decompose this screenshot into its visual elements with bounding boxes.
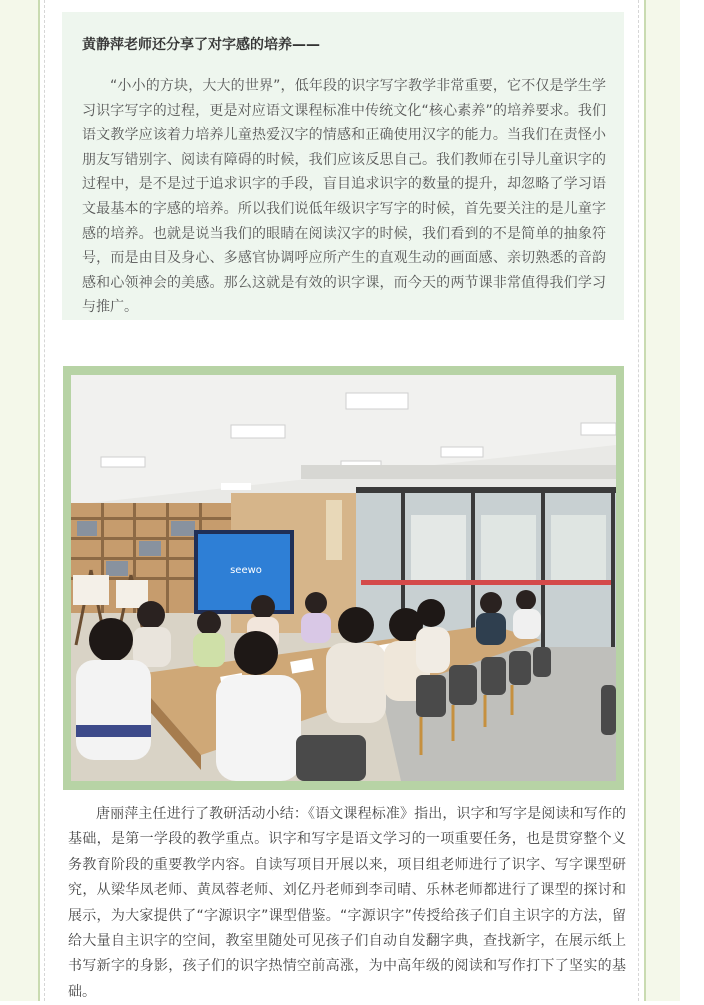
left-border-line — [38, 0, 40, 1001]
meeting-photo — [71, 375, 616, 781]
meeting-photo-illustration — [71, 375, 616, 781]
right-decorative-bar — [646, 0, 680, 1001]
quote-section — [62, 12, 624, 320]
article-content — [46, 0, 638, 1001]
quote-section-body: “小小的方块，大大的世界”，低年段的识字写字教学非常重要，它不仅是学生学习识字写字的过程，更是对应语文课程标准中传统文化“核心素养”的培养要求。我们语文教学应该着力培养儿童热爱汉字的情感和正确使用汉字的能力。当我们在责怪小朋友写错别字、阅读有障碍的时候，我们应该反思自己。我们教师在引导儿童识字的过程中，是不是过于追求识字的手段，盲目追求识字的数量的提升，却忽略了学习语文最基本的字感的培养。所以我们说低年级识字写字的时候，首先要关注的是儿童字感的培养。也就是说当我们的眼睛在阅读汉字的时候，我们看到的不是简单的抽象符号，而是由目及身心、多感官协调呼应所产生的直观生动的画面感、亲切熟悉的音韵感和心领神会的美感。那么这就是有效的识字课，而今天的两节课非常值得我们学习与推广。 — [82, 78, 606, 316]
screen-brand-label: seewo — [230, 565, 262, 576]
photo-frame — [63, 366, 624, 790]
right-border-line — [644, 0, 646, 1001]
left-decorative-bar — [0, 0, 38, 1001]
right-dashed-line — [638, 0, 639, 1001]
quote-section-title: 黄静萍老师还分享了对字感的培养—— — [82, 37, 320, 53]
activity-summary-paragraph: 唐丽萍主任进行了教研活动小结：《语文课程标准》指出，识字和写字是阅读和写作的基础，是第一学段的教学重点。识字和写字是语文学习的一项重要任务，也是贯穿整个义务教育阶段的重要教学内容。自读写项目开展以来，项目组老师进行了识字、写字课型研究，从梁华凤老师、黄凤蓉老师、刘亿丹老师到李司晴、乐林老师都进行了课型的探讨和展示，为大家提供了“字源识字”课型借鉴。“字源识字”传授给孩子们自主识字的方法，留给大量自主识字的空间，教室里随处可见孩子们自动自发翻字典，查找新字，在展示纸上书写新字的身影，孩子们的识字热情空前高涨，为中高年级的阅读和写作打下了坚实的基础。 — [68, 806, 626, 1000]
left-dashed-line — [44, 0, 45, 1001]
right-margin — [680, 0, 704, 1001]
